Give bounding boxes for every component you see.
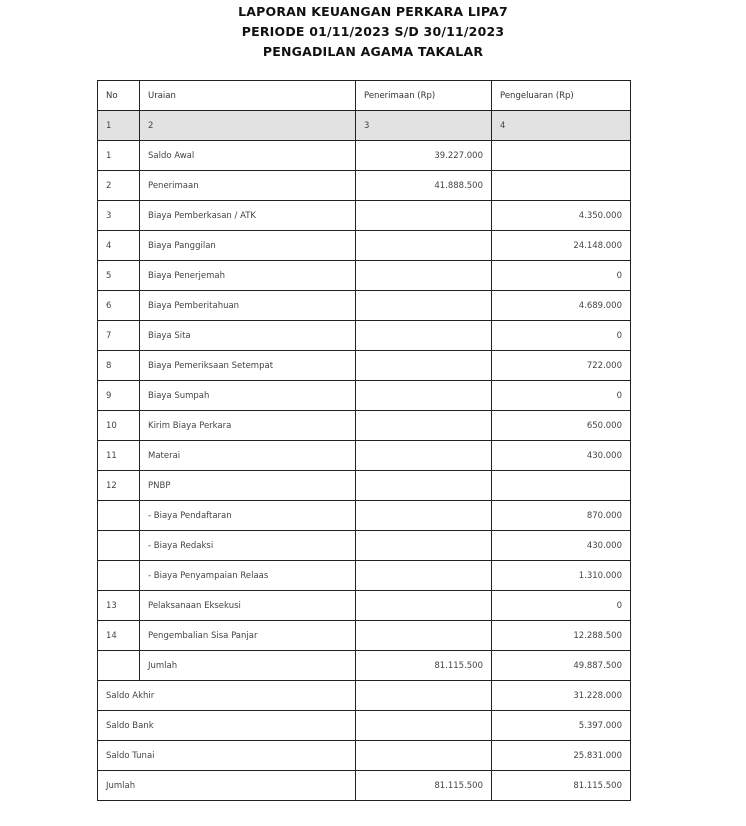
table-body xyxy=(98,111,631,801)
row-number-cell xyxy=(98,501,140,531)
summary-label-cell: Saldo Akhir xyxy=(98,681,356,711)
row-number-cell: 6 xyxy=(98,291,140,321)
column-header-uraian: Uraian xyxy=(140,81,356,111)
table-row xyxy=(98,411,631,441)
row-number-cell xyxy=(98,651,140,681)
table-row xyxy=(98,501,631,531)
column-header-no: No xyxy=(98,81,140,111)
column-index-cell: 1 xyxy=(98,111,140,141)
row-receipt-cell xyxy=(356,381,492,411)
column-header-pengeluaran: Pengeluaran (Rp) xyxy=(492,81,631,111)
row-description-cell: - Biaya Penyampaian Relaas xyxy=(140,561,356,591)
row-expense-cell xyxy=(492,141,631,171)
row-receipt-cell xyxy=(356,501,492,531)
row-number-cell: 3 xyxy=(98,201,140,231)
summary-expense-cell: 31.228.000 xyxy=(492,681,631,711)
table-row xyxy=(98,231,631,261)
row-description-cell: Kirim Biaya Perkara xyxy=(140,411,356,441)
table-row xyxy=(98,621,631,651)
summary-row xyxy=(98,681,631,711)
summary-row xyxy=(98,711,631,741)
report-header xyxy=(0,0,746,62)
row-number-cell: 7 xyxy=(98,321,140,351)
row-number-cell: 12 xyxy=(98,471,140,501)
row-receipt-cell xyxy=(356,591,492,621)
row-description-cell: Biaya Sumpah xyxy=(140,381,356,411)
row-receipt-cell: 41.888.500 xyxy=(356,171,492,201)
row-expense-cell: 24.148.000 xyxy=(492,231,631,261)
row-description-cell: Biaya Pemberitahuan xyxy=(140,291,356,321)
row-expense-cell: 0 xyxy=(492,261,631,291)
row-expense-cell: 12.288.500 xyxy=(492,621,631,651)
row-receipt-cell xyxy=(356,201,492,231)
summary-label-cell: Jumlah xyxy=(98,771,356,801)
row-expense-cell: 0 xyxy=(492,591,631,621)
financial-report-table xyxy=(97,80,631,801)
row-expense-cell: 430.000 xyxy=(492,531,631,561)
table-row xyxy=(98,441,631,471)
row-expense-cell: 49.887.500 xyxy=(492,651,631,681)
table-row xyxy=(98,561,631,591)
column-index-cell: 4 xyxy=(492,111,631,141)
summary-row xyxy=(98,741,631,771)
row-expense-cell: 870.000 xyxy=(492,501,631,531)
summary-label-cell: Saldo Tunai xyxy=(98,741,356,771)
row-receipt-cell xyxy=(356,441,492,471)
row-number-cell: 2 xyxy=(98,171,140,201)
table-row xyxy=(98,141,631,171)
row-expense-cell: 4.689.000 xyxy=(492,291,631,321)
row-number-cell: 9 xyxy=(98,381,140,411)
report-court: PENGADILAN AGAMA TAKALAR xyxy=(262,44,484,59)
summary-expense-cell: 81.115.500 xyxy=(492,771,631,801)
row-expense-cell: 0 xyxy=(492,321,631,351)
row-number-cell: 4 xyxy=(98,231,140,261)
row-description-cell: Pengembalian Sisa Panjar xyxy=(140,621,356,651)
row-expense-cell: 722.000 xyxy=(492,351,631,381)
row-receipt-cell xyxy=(356,231,492,261)
row-receipt-cell xyxy=(356,291,492,321)
summary-expense-cell: 5.397.000 xyxy=(492,711,631,741)
column-index-row xyxy=(98,111,631,141)
row-number-cell: 11 xyxy=(98,441,140,471)
row-expense-cell: 1.310.000 xyxy=(492,561,631,591)
row-number-cell: 1 xyxy=(98,141,140,171)
row-expense-cell: 430.000 xyxy=(492,441,631,471)
row-description-cell: Biaya Pemberkasan / ATK xyxy=(140,201,356,231)
row-receipt-cell xyxy=(356,321,492,351)
row-description-cell: - Biaya Pendaftaran xyxy=(140,501,356,531)
table-header-row xyxy=(98,81,631,111)
report-title: LAPORAN KEUANGAN PERKARA LIPA7 xyxy=(238,4,508,19)
row-receipt-cell xyxy=(356,531,492,561)
row-receipt-cell xyxy=(356,351,492,381)
row-description-cell: Pelaksanaan Eksekusi xyxy=(140,591,356,621)
row-description-cell: PNBP xyxy=(140,471,356,501)
row-description-cell: Biaya Panggilan xyxy=(140,231,356,261)
summary-receipt-cell xyxy=(356,741,492,771)
row-number-cell: 10 xyxy=(98,411,140,441)
row-description-cell: Saldo Awal xyxy=(140,141,356,171)
summary-receipt-cell xyxy=(356,681,492,711)
table-row xyxy=(98,471,631,501)
row-description-cell: Biaya Penerjemah xyxy=(140,261,356,291)
table-row xyxy=(98,381,631,411)
row-receipt-cell xyxy=(356,471,492,501)
table-row xyxy=(98,321,631,351)
table-row xyxy=(98,201,631,231)
row-number-cell: 5 xyxy=(98,261,140,291)
table-row xyxy=(98,351,631,381)
table-row xyxy=(98,651,631,681)
row-description-cell: Penerimaan xyxy=(140,171,356,201)
row-description-cell: Materai xyxy=(140,441,356,471)
row-number-cell: 13 xyxy=(98,591,140,621)
row-expense-cell: 4.350.000 xyxy=(492,201,631,231)
table-row xyxy=(98,171,631,201)
summary-label-cell: Saldo Bank xyxy=(98,711,356,741)
row-expense-cell: 650.000 xyxy=(492,411,631,441)
row-expense-cell xyxy=(492,471,631,501)
table-row xyxy=(98,291,631,321)
row-receipt-cell xyxy=(356,261,492,291)
column-index-cell: 3 xyxy=(356,111,492,141)
row-number-cell xyxy=(98,531,140,561)
summary-receipt-cell xyxy=(356,711,492,741)
table-row xyxy=(98,261,631,291)
table-row xyxy=(98,591,631,621)
row-number-cell: 8 xyxy=(98,351,140,381)
row-receipt-cell xyxy=(356,621,492,651)
summary-receipt-cell: 81.115.500 xyxy=(356,771,492,801)
row-description-cell: Biaya Sita xyxy=(140,321,356,351)
row-expense-cell: 0 xyxy=(492,381,631,411)
row-number-cell xyxy=(98,561,140,591)
row-receipt-cell xyxy=(356,561,492,591)
row-expense-cell xyxy=(492,171,631,201)
summary-row xyxy=(98,771,631,801)
row-description-cell: - Biaya Redaksi xyxy=(140,531,356,561)
row-description-cell: Biaya Pemeriksaan Setempat xyxy=(140,351,356,381)
report-period: PERIODE 01/11/2023 S/D 30/11/2023 xyxy=(241,24,505,39)
table-row xyxy=(98,531,631,561)
row-number-cell: 14 xyxy=(98,621,140,651)
row-receipt-cell: 39.227.000 xyxy=(356,141,492,171)
row-receipt-cell: 81.115.500 xyxy=(356,651,492,681)
summary-expense-cell: 25.831.000 xyxy=(492,741,631,771)
column-index-cell: 2 xyxy=(140,111,356,141)
column-header-penerimaan: Penerimaan (Rp) xyxy=(356,81,492,111)
row-receipt-cell xyxy=(356,411,492,441)
row-description-cell: Jumlah xyxy=(140,651,356,681)
